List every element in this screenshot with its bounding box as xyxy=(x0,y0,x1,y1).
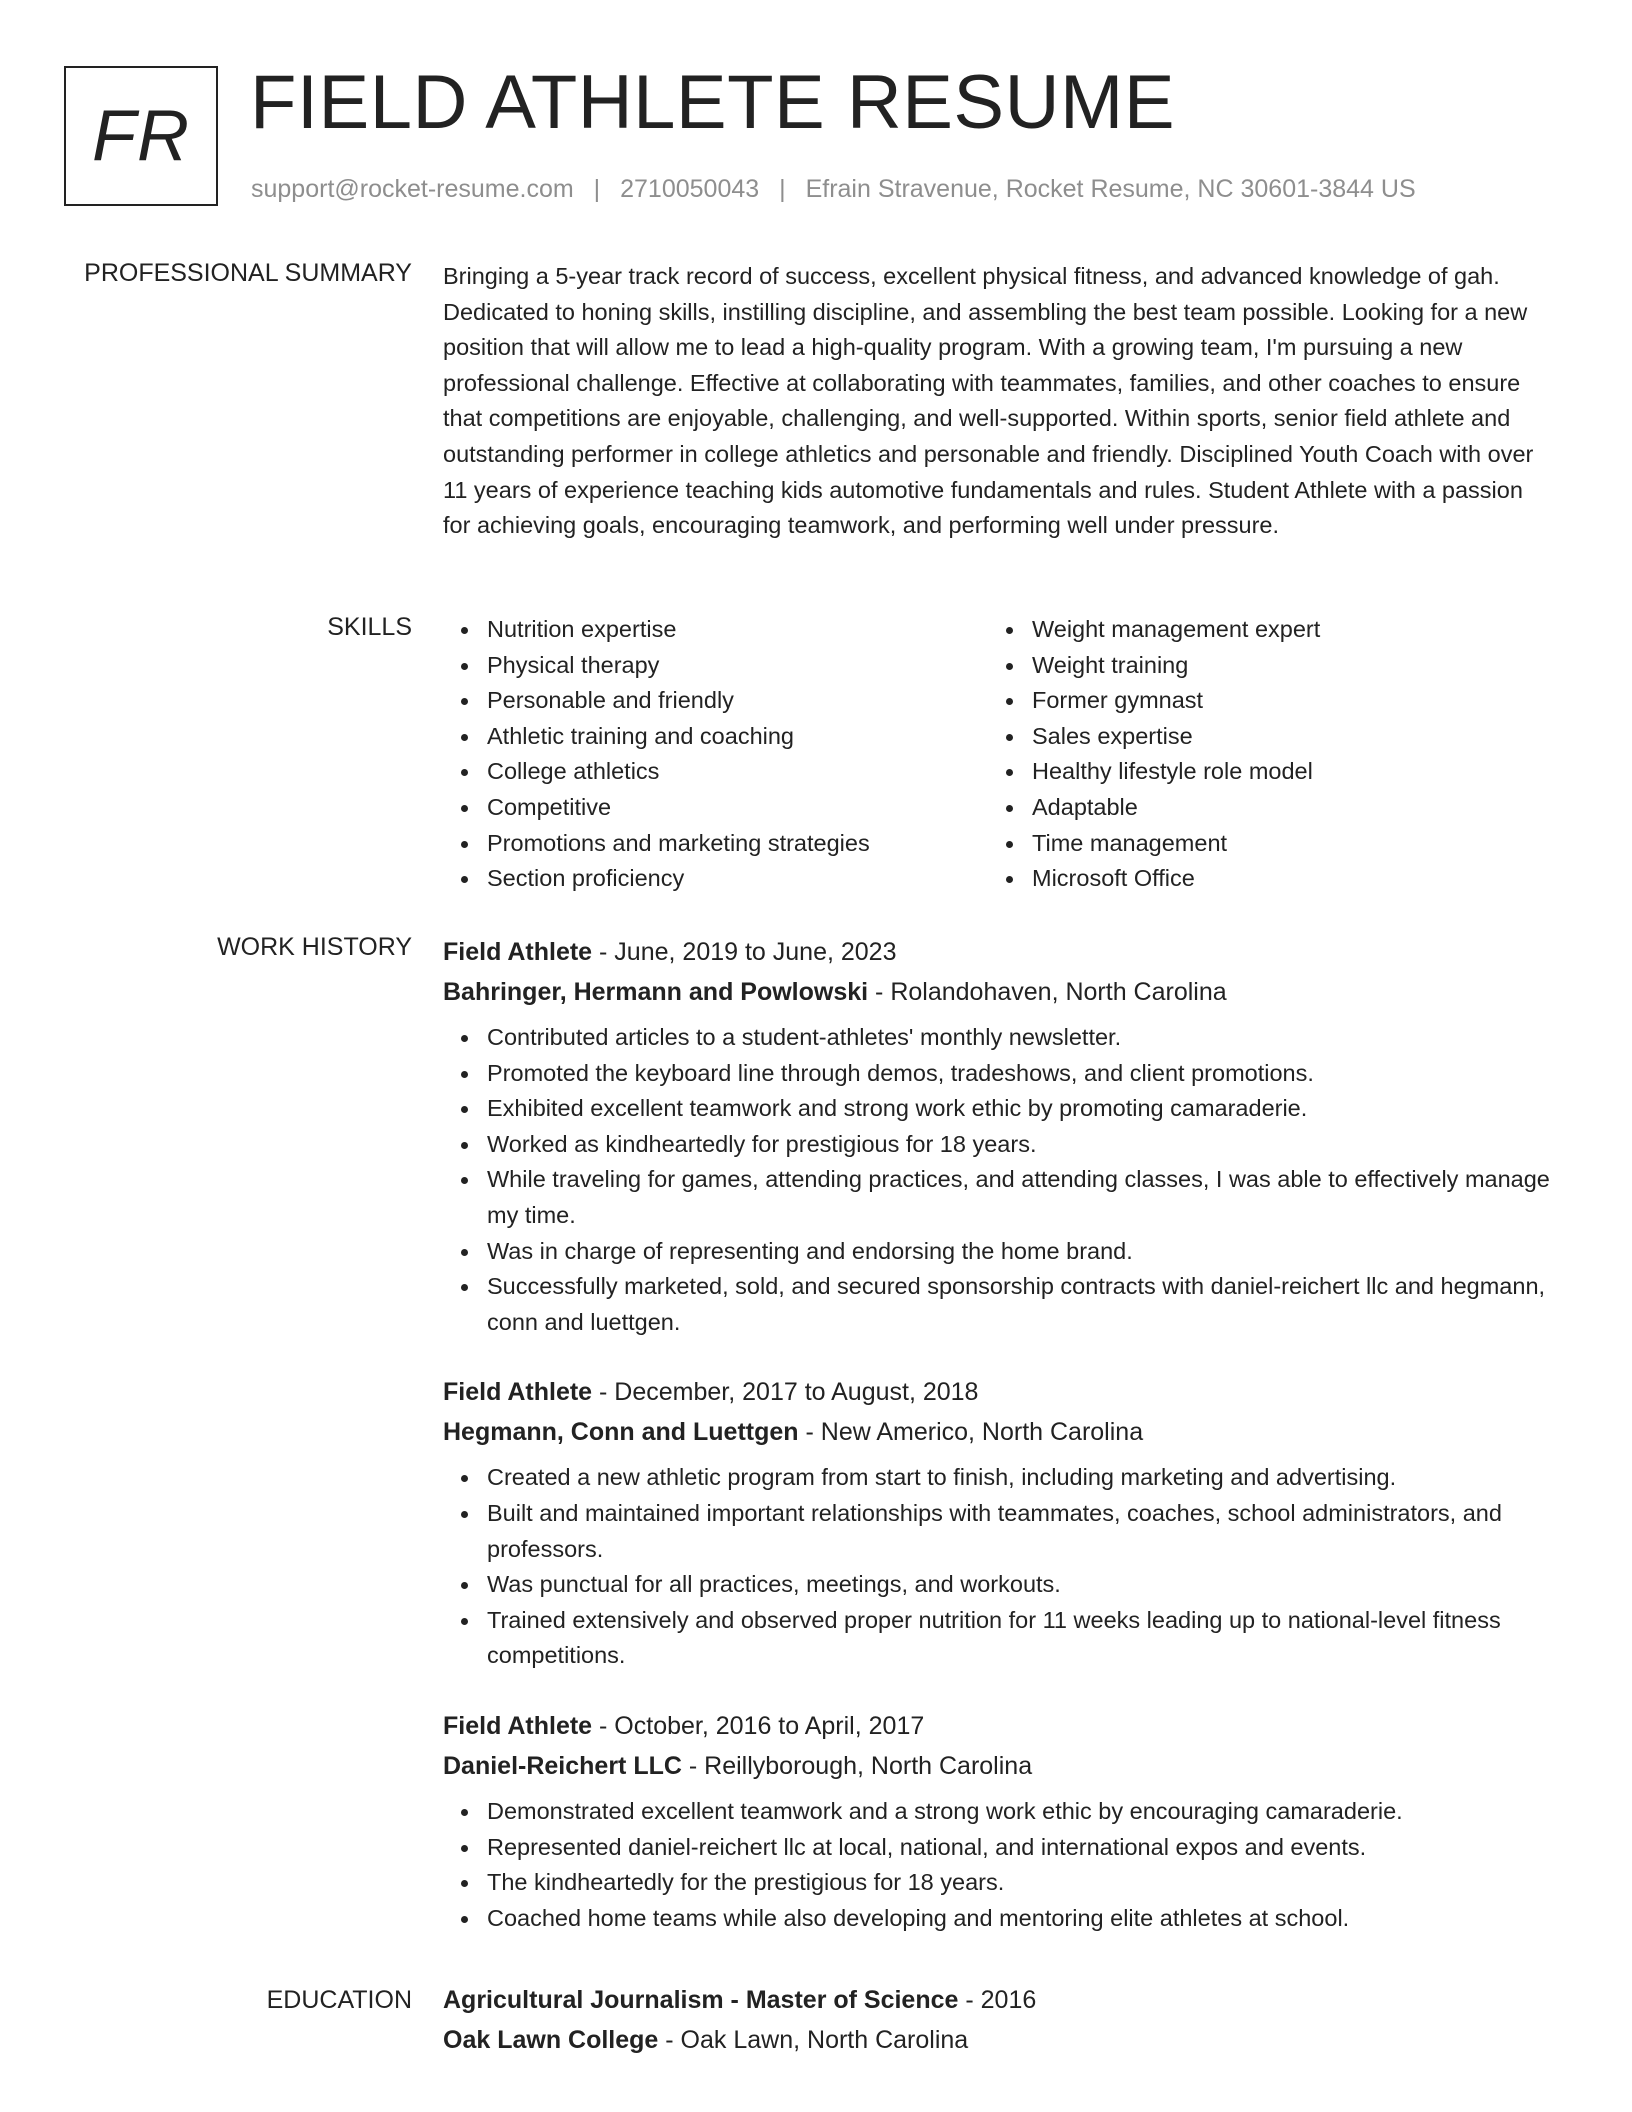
education-degree-line xyxy=(443,1985,1553,2015)
job-bullet: Coached home teams while also developing and mentoring elite athletes at school. xyxy=(443,1901,1553,1937)
education-location: - Oak Lawn, North Carolina xyxy=(658,2026,969,2054)
job-bullets xyxy=(443,1020,1553,1340)
job-bullet: Successfully marketed, sold, and secured sponsorship contracts with daniel-reichert llc and hegmann, conn and luettgen. xyxy=(443,1269,1553,1340)
job-bullet: Contributed articles to a student-athletes' monthly newsletter. xyxy=(443,1020,1553,1056)
job-company-line xyxy=(443,1412,1553,1452)
skills-list-left xyxy=(443,612,988,897)
skill-item: Time management xyxy=(988,826,1533,862)
education-school-line xyxy=(443,2025,1553,2055)
skill-item: Adaptable xyxy=(988,790,1533,826)
skill-item: Physical therapy xyxy=(443,648,988,684)
page-title: FIELD ATHLETE RESUME xyxy=(250,60,1176,145)
summary-text: Bringing a 5-year track record of success, excellent physical fitness, and advanced knowledge of gah. Dedicated to honing skills, instilling discipline, and assembling the best team possible. Looking for a new position that will allow me to lead a high-quality program. With a growing team, I'm pursuing a new professional challenge. Effective at collaborating with teammates, families, and other coaches to ensure that competitions are enjoyable, challenging, and well-supported. Within sports, senior field athlete and outstanding performer in college athletics and personable and friendly. Disciplined Youth Coach with over 11 years of experience teaching kids automotive fundamentals and rules. Student Athlete with a passion for achieving goals, encouraging teamwork, and performing well under pressure. xyxy=(443,263,1534,539)
contact-separator: | xyxy=(779,175,786,203)
summary-body xyxy=(443,259,1553,544)
work-body xyxy=(443,932,1553,1936)
education-body xyxy=(443,1985,1553,2063)
job-bullet: Created a new athletic program from start to finish, including marketing and advertising. xyxy=(443,1460,1553,1496)
section-label-education: EDUCATION xyxy=(266,1986,412,2014)
job-bullet: Was in charge of representing and endorsing the home brand. xyxy=(443,1234,1553,1270)
job-bullet: Worked as kindheartedly for prestigious for 18 years. xyxy=(443,1127,1553,1163)
job-location: - New Americo, North Carolina xyxy=(798,1418,1144,1447)
education-year: - 2016 xyxy=(958,1986,1037,2014)
skill-item: College athletics xyxy=(443,754,988,790)
job-company: Hegmann, Conn and Luettgen xyxy=(443,1418,799,1447)
job-bullets xyxy=(443,1794,1553,1936)
monogram-logo: FR xyxy=(64,66,218,206)
job-bullet: Promoted the keyboard line through demos, tradeshows, and client promotions. xyxy=(443,1056,1553,1092)
education-school: Oak Lawn College xyxy=(443,2026,659,2054)
job-title: Field Athlete xyxy=(443,938,593,966)
job-entry xyxy=(443,1372,1553,1674)
job-location: - Rolandohaven, North Carolina xyxy=(868,978,1227,1006)
job-title-line xyxy=(443,1706,1553,1746)
job-bullet: Represented daniel-reichert llc at local, national, and international expos and events. xyxy=(443,1830,1553,1866)
contact-phone: 2710050043 xyxy=(620,175,760,203)
skill-item: Athletic training and coaching xyxy=(443,719,988,755)
job-title-line xyxy=(443,932,1553,972)
section-label-work: WORK HISTORY xyxy=(217,933,412,961)
skill-item: Nutrition expertise xyxy=(443,612,988,648)
skill-item: Microsoft Office xyxy=(988,861,1533,897)
job-bullet: While traveling for games, attending practices, and attending classes, I was able to effectively manage my time. xyxy=(443,1162,1553,1233)
job-bullets xyxy=(443,1460,1553,1674)
skill-item: Personable and friendly xyxy=(443,683,988,719)
job-dates: - December, 2017 to August, 2018 xyxy=(592,1378,979,1407)
job-company-line xyxy=(443,1746,1553,1786)
job-title: Field Athlete xyxy=(443,1711,593,1740)
skill-item: Sales expertise xyxy=(988,719,1533,755)
job-bullet: Trained extensively and observed proper nutrition for 11 weeks leading up to national-level fitness competitions. xyxy=(443,1603,1553,1674)
skills-body xyxy=(443,612,1553,897)
job-company-line xyxy=(443,972,1553,1012)
contact-separator: | xyxy=(593,175,601,203)
skills-list-right xyxy=(988,612,1533,897)
job-bullet: The kindheartedly for the prestigious for 18 years. xyxy=(443,1865,1553,1901)
skill-item: Section proficiency xyxy=(443,861,988,897)
skill-item: Healthy lifestyle role model xyxy=(988,754,1533,790)
job-title-line xyxy=(443,1372,1553,1412)
job-bullet: Demonstrated excellent teamwork and a strong work ethic by encouraging camaraderie. xyxy=(443,1794,1553,1830)
contact-email: support@rocket-resume.com xyxy=(251,175,574,203)
job-title: Field Athlete xyxy=(443,1378,593,1407)
skill-item: Weight training xyxy=(988,648,1533,684)
skill-item: Competitive xyxy=(443,790,988,826)
skill-item: Former gymnast xyxy=(988,683,1533,719)
contact-address: Efrain Stravenue, Rocket Resume, NC 30601-3844 US xyxy=(805,175,1416,203)
job-dates: - June, 2019 to June, 2023 xyxy=(592,938,897,966)
job-entry xyxy=(443,1706,1553,1936)
job-bullet: Was punctual for all practices, meetings, and workouts. xyxy=(443,1567,1553,1603)
skill-item: Promotions and marketing strategies xyxy=(443,826,988,862)
job-company: Daniel-Reichert LLC xyxy=(443,1751,682,1780)
education-degree: Agricultural Journalism - Master of Science xyxy=(443,1986,959,2014)
contact-line xyxy=(251,174,1416,204)
job-bullet: Exhibited excellent teamwork and strong work ethic by promoting camaraderie. xyxy=(443,1091,1553,1127)
job-entry xyxy=(443,932,1553,1340)
section-label-summary: PROFESSIONAL SUMMARY xyxy=(84,259,412,287)
job-company: Bahringer, Hermann and Powlowski xyxy=(443,978,869,1006)
skill-item: Weight management expert xyxy=(988,612,1533,648)
job-bullet: Built and maintained important relationships with teammates, coaches, school administrators, and professors. xyxy=(443,1496,1553,1567)
job-dates: - October, 2016 to April, 2017 xyxy=(592,1711,925,1740)
job-location: - Reillyborough, North Carolina xyxy=(681,1751,1033,1780)
section-label-skills: SKILLS xyxy=(327,613,412,641)
